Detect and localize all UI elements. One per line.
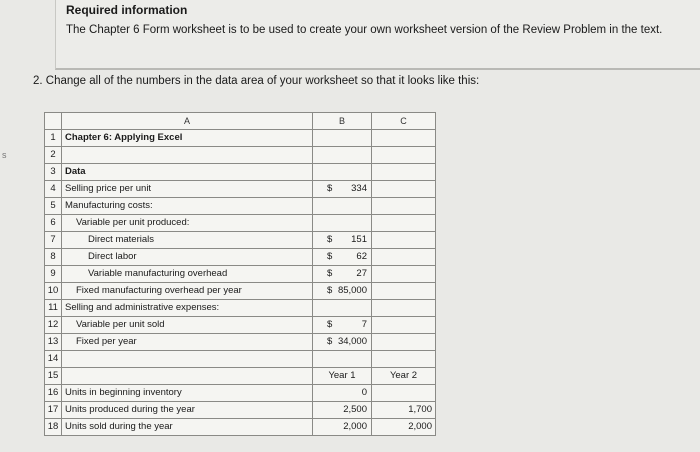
worksheet-row [45, 419, 436, 436]
cell-c[interactable] [372, 164, 436, 181]
cell-a[interactable]: Chapter 6: Applying Excel [62, 130, 313, 147]
row-number[interactable]: 17 [45, 402, 62, 419]
cell-c[interactable] [372, 198, 436, 215]
cell-b[interactable] [313, 385, 372, 402]
cell-a[interactable]: Selling and administrative expenses: [62, 300, 313, 317]
column-header-c[interactable]: C [372, 113, 436, 130]
column-header-a[interactable]: A [62, 113, 313, 130]
cell-c[interactable] [372, 147, 436, 164]
corner-cell [45, 113, 62, 130]
cell-a[interactable]: Fixed per year [62, 334, 313, 351]
required-information-title: Required information [66, 3, 188, 17]
cell-b[interactable] [313, 283, 372, 300]
cell-b-value: 85,000 [337, 285, 367, 296]
worksheet-row [45, 334, 436, 351]
cell-b[interactable] [313, 368, 372, 385]
cell-b[interactable] [313, 402, 372, 419]
required-information-panel [55, 0, 700, 70]
cell-b[interactable] [313, 232, 372, 249]
cell-c[interactable] [372, 215, 436, 232]
cell-c[interactable] [372, 317, 436, 334]
cell-b[interactable] [313, 198, 372, 215]
row-number[interactable]: 5 [45, 198, 62, 215]
row-number[interactable]: 11 [45, 300, 62, 317]
row-number[interactable]: 14 [45, 351, 62, 368]
cell-b[interactable] [313, 215, 372, 232]
worksheet-row [45, 249, 436, 266]
cell-a[interactable]: Direct labor [62, 249, 313, 266]
row-number[interactable]: 3 [45, 164, 62, 181]
worksheet-row [45, 181, 436, 198]
cell-b-value: 34,000 [337, 336, 367, 347]
cell-b[interactable] [313, 249, 372, 266]
cell-a[interactable]: Direct materials [62, 232, 313, 249]
cell-a[interactable]: Variable per unit sold [62, 317, 313, 334]
currency-symbol: $ [327, 183, 333, 194]
cell-c[interactable] [372, 266, 436, 283]
worksheet-row [45, 402, 436, 419]
cell-b-value: 62 [356, 251, 367, 262]
cell-a[interactable]: Units produced during the year [62, 402, 313, 419]
row-number[interactable]: 12 [45, 317, 62, 334]
cell-c[interactable] [372, 181, 436, 198]
cell-c[interactable] [372, 334, 436, 351]
worksheet-row [45, 164, 436, 181]
column-header-row [45, 113, 436, 130]
cell-b-value: 27 [356, 268, 367, 279]
row-number[interactable]: 15 [45, 368, 62, 385]
worksheet-row [45, 215, 436, 232]
cell-b-value: 0 [361, 387, 367, 398]
cell-a[interactable]: Manufacturing costs: [62, 198, 313, 215]
worksheet-row [45, 266, 436, 283]
cell-c[interactable] [372, 232, 436, 249]
row-number[interactable]: 6 [45, 215, 62, 232]
cell-a[interactable]: Selling price per unit [62, 181, 313, 198]
row-number[interactable]: 9 [45, 266, 62, 283]
cell-a[interactable] [62, 351, 313, 368]
row-number[interactable]: 1 [45, 130, 62, 147]
cell-b[interactable] [313, 147, 372, 164]
side-mark: s [2, 150, 7, 160]
column-header-b[interactable]: B [313, 113, 372, 130]
cell-c[interactable] [372, 249, 436, 266]
cell-b[interactable] [313, 181, 372, 198]
cell-b[interactable] [313, 266, 372, 283]
cell-b[interactable] [313, 317, 372, 334]
row-number[interactable]: 7 [45, 232, 62, 249]
worksheet-table [44, 112, 436, 436]
cell-c[interactable]: Year 2 [372, 368, 436, 385]
cell-b[interactable] [313, 334, 372, 351]
row-number[interactable]: 13 [45, 334, 62, 351]
row-number[interactable]: 8 [45, 249, 62, 266]
cell-a[interactable]: Variable manufacturing overhead [62, 266, 313, 283]
cell-b-value: Year 1 [328, 370, 356, 381]
cell-c[interactable] [372, 300, 436, 317]
worksheet-row [45, 368, 436, 385]
currency-symbol: $ [327, 251, 333, 262]
cell-c[interactable] [372, 283, 436, 300]
cell-b[interactable] [313, 419, 372, 436]
currency-symbol: $ [327, 285, 333, 296]
cell-b-value: 151 [351, 234, 367, 245]
cell-c[interactable]: 1,700 [372, 402, 436, 419]
row-number[interactable]: 16 [45, 385, 62, 402]
cell-b-value: 2,000 [343, 421, 367, 432]
worksheet-row [45, 385, 436, 402]
cell-b[interactable] [313, 300, 372, 317]
cell-c[interactable] [372, 385, 436, 402]
currency-symbol: $ [327, 234, 333, 245]
cell-b-value: 7 [361, 319, 367, 330]
question-text: 2. Change all of the numbers in the data area of your worksheet so that it looks like this: [33, 75, 480, 87]
row-number[interactable]: 2 [45, 147, 62, 164]
worksheet-row [45, 300, 436, 317]
currency-symbol: $ [327, 268, 333, 279]
cell-b[interactable] [313, 351, 372, 368]
row-number[interactable]: 18 [45, 419, 62, 436]
worksheet-row [45, 130, 436, 147]
currency-symbol: $ [327, 336, 333, 347]
cell-b[interactable] [313, 164, 372, 181]
worksheet-row [45, 283, 436, 300]
cell-a[interactable]: Fixed manufacturing overhead per year [62, 283, 313, 300]
cell-a[interactable]: Data [62, 164, 313, 181]
cell-a[interactable] [62, 368, 313, 385]
cell-a[interactable]: Units sold during the year [62, 419, 313, 436]
cell-b-value: 2,500 [343, 404, 367, 415]
worksheet-row [45, 147, 436, 164]
currency-symbol: $ [327, 319, 333, 330]
worksheet-row [45, 232, 436, 249]
worksheet-row [45, 317, 436, 334]
worksheet-row [45, 198, 436, 215]
cell-a[interactable] [62, 147, 313, 164]
cell-b-value: 334 [351, 183, 367, 194]
row-number[interactable]: 4 [45, 181, 62, 198]
cell-c[interactable]: 2,000 [372, 419, 436, 436]
cell-b[interactable] [313, 130, 372, 147]
required-information-text: The Chapter 6 Form worksheet is to be used to create your own worksheet version of the Review Problem in the text. [66, 24, 663, 36]
cell-a[interactable]: Variable per unit produced: [62, 215, 313, 232]
cell-a[interactable]: Units in beginning inventory [62, 385, 313, 402]
cell-c[interactable] [372, 130, 436, 147]
row-number[interactable]: 10 [45, 283, 62, 300]
worksheet-row [45, 351, 436, 368]
cell-c[interactable] [372, 351, 436, 368]
